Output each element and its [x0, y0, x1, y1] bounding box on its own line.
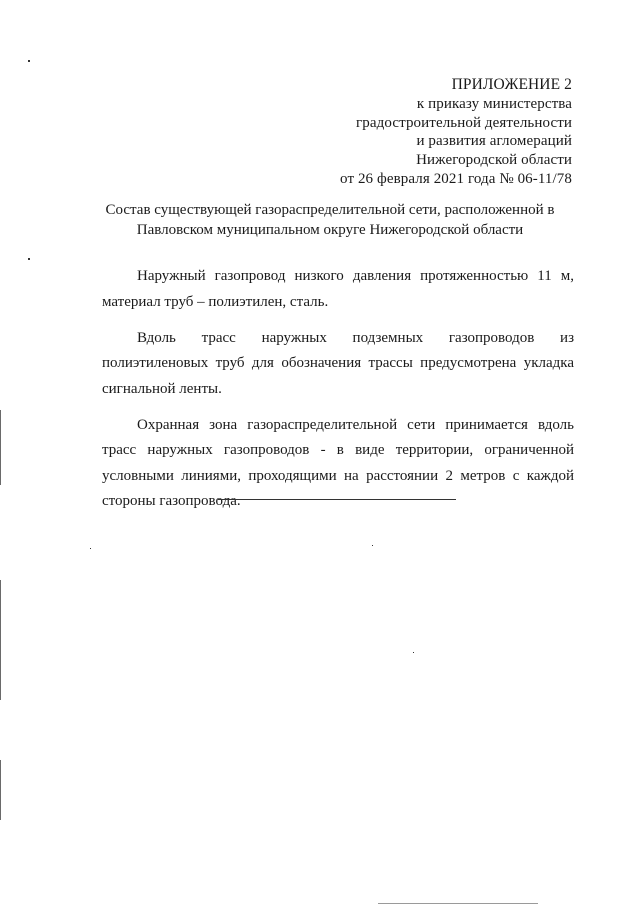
appendix-title: ПРИЛОЖЕНИЕ 2 — [451, 76, 572, 93]
scan-speck — [28, 258, 30, 260]
end-separator-line — [218, 499, 456, 500]
header-line-region: Нижегородской области — [416, 152, 572, 169]
header-line-development: и развития агломераций — [416, 133, 572, 150]
paragraph-signal-tape: Вдоль трасс наружных подземных газопроводов из полиэтиленовых труб для обозначения трассы предусмотрена укладка сигнальной ленты. — [102, 329, 574, 397]
paragraph-protection-zone: Охранная зона газораспределительной сети принимается вдоль трасс наружных газопроводов - в виде территории, ограниченной условными линиями, проходящими на расстоянии 2 метров с каждой стороны газопровода. — [102, 416, 574, 509]
scan-edge-mark — [0, 580, 1, 700]
scan-speck — [413, 652, 414, 653]
header-line-ministry: градостроительной деятельности — [356, 114, 572, 131]
scan-edge-mark — [0, 410, 1, 485]
header-date-number: от 26 февраля 2021 года № 06-11/78 — [340, 170, 572, 187]
scan-speck — [372, 545, 373, 546]
scan-speck — [28, 60, 30, 62]
document-title — [80, 200, 580, 240]
scan-bottom-rule — [378, 903, 538, 904]
document-title-line-2: Павловском муниципальном округе Нижегородской области — [136, 222, 524, 238]
header-line-order: к приказу министерства — [416, 95, 572, 112]
scan-edge-mark — [0, 760, 1, 820]
appendix-header — [242, 76, 572, 189]
document-title-line-1: Состав существующей газораспределительной сети, расположенной в — [105, 202, 555, 218]
document-body — [102, 264, 574, 525]
paragraph-pipeline: Наружный газопровод низкого давления протяженностью 11 м, материал труб – полиэтилен, сталь. — [102, 268, 574, 310]
scan-speck — [90, 548, 91, 549]
